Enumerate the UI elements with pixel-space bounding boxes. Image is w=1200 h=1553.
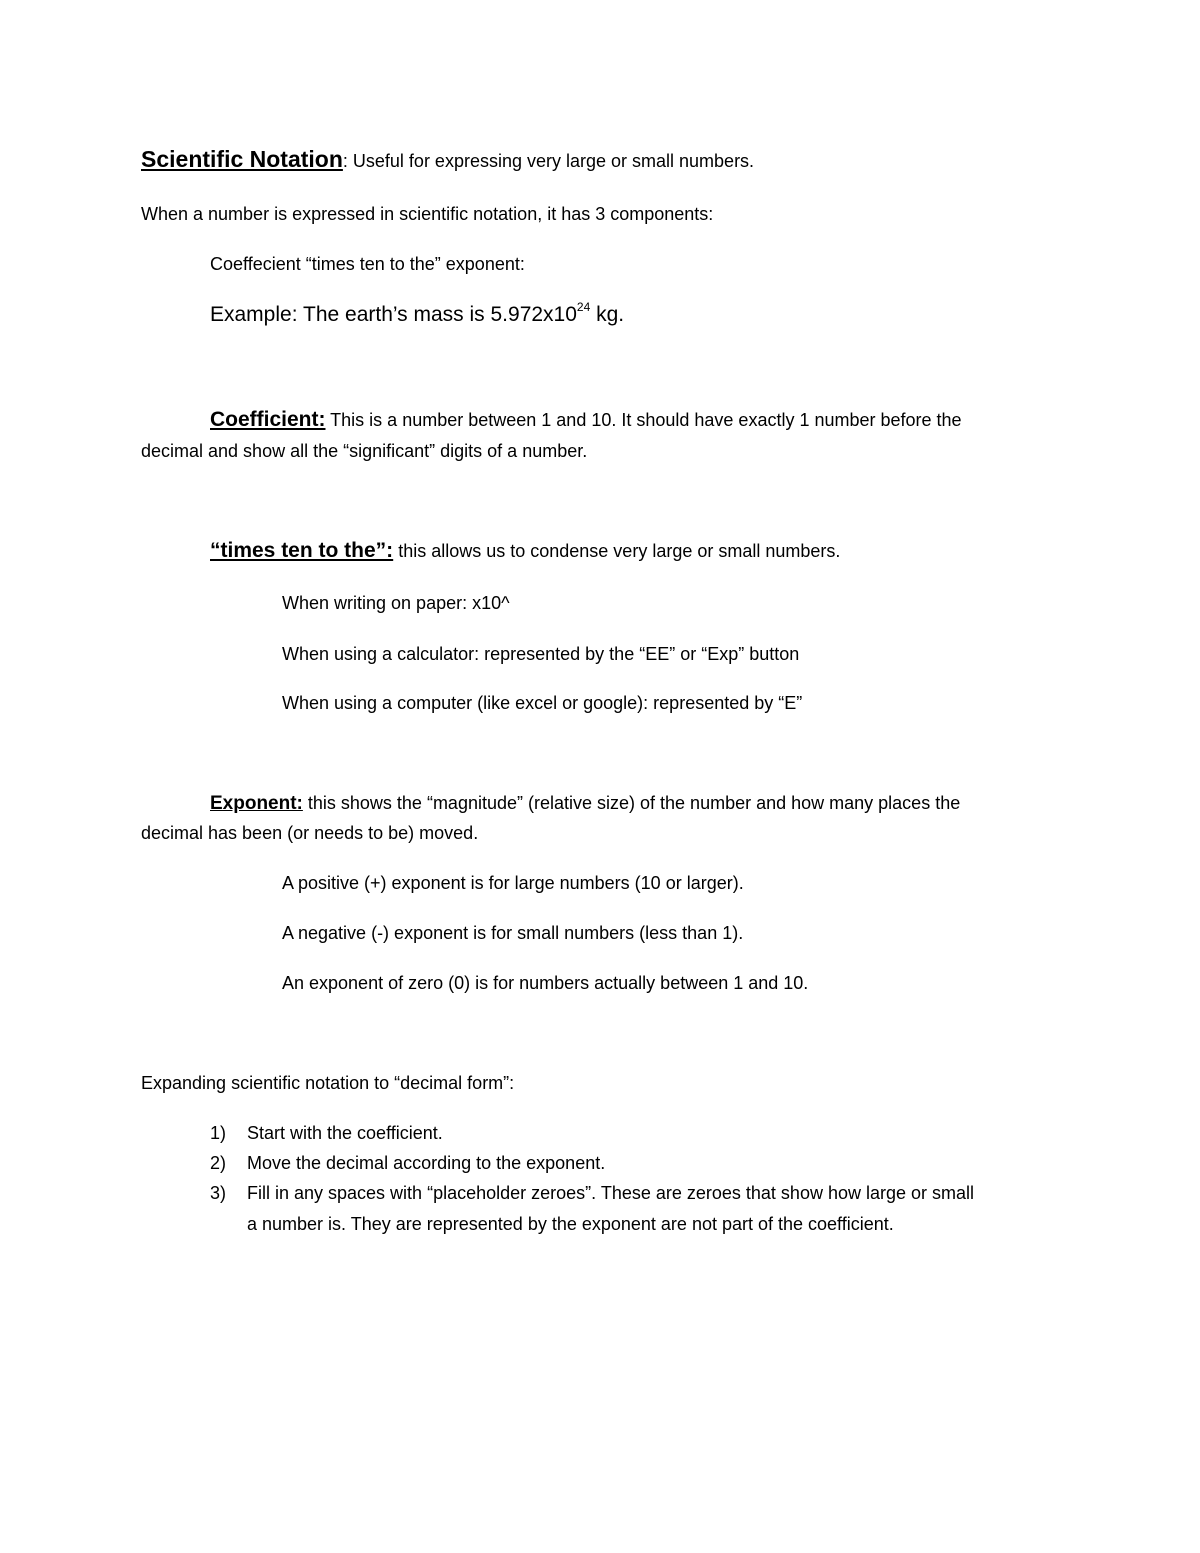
step-number: 3)	[210, 1183, 227, 1203]
exponent-line-1	[210, 792, 960, 815]
exponent-term: Exponent:	[210, 793, 303, 814]
coefficient-line-2: decimal and show all the “significant” digits of a number.	[141, 441, 588, 461]
coefficient-line-1	[210, 409, 962, 431]
coefficient-term: Coefficient:	[210, 408, 326, 431]
title-description: : Useful for expressing very large or small numbers.	[342, 151, 755, 171]
exponent-line-2: decimal has been (or needs to be) moved.	[141, 823, 479, 843]
step-number: 1)	[210, 1123, 227, 1143]
step-text-continued: a number is. They are represented by the exponent are not part of the coefficient.	[247, 1214, 894, 1234]
example-suffix: kg.	[590, 303, 625, 326]
exponent-item-negative: A negative (-) exponent is for small numbers (less than 1).	[282, 923, 744, 943]
step-text: Fill in any spaces with “placeholder zeroes”. These are zeroes that show how large or small	[247, 1183, 975, 1203]
times-ten-item-computer: When using a computer (like excel or google): represented by “E”	[282, 693, 803, 713]
times-ten-item-paper: When writing on paper: x10^	[282, 593, 510, 613]
format-line: Coeffecient “times ten to the” exponent:	[210, 254, 525, 274]
step-number: 2)	[210, 1153, 227, 1173]
example-exponent: 24	[576, 300, 591, 314]
step-text: Move the decimal according to the exponent.	[247, 1153, 606, 1173]
exponent-text-1: this shows the “magnitude” (relative size) of the number and how many places the	[302, 793, 961, 813]
coefficient-text-1: This is a number between 1 and 10. It should have exactly 1 number before the	[325, 410, 962, 430]
example-prefix: Example: The earth’s mass is 5.972x10	[210, 303, 577, 326]
page-title: Scientific Notation	[141, 146, 343, 172]
components-line: When a number is expressed in scientific notation, it has 3 components:	[141, 204, 714, 224]
example-line	[210, 302, 624, 328]
exponent-item-zero: An exponent of zero (0) is for numbers actually between 1 and 10.	[282, 973, 809, 993]
times-ten-line	[210, 540, 840, 562]
expanding-heading: Expanding scientific notation to “decimal form”:	[141, 1073, 515, 1093]
exponent-item-positive: A positive (+) exponent is for large numbers (10 or larger).	[282, 873, 744, 893]
title-line	[141, 148, 754, 172]
step-text: Start with the coefficient.	[247, 1123, 443, 1143]
times-ten-text: this allows us to condense very large or small numbers.	[393, 541, 841, 561]
times-ten-item-calculator: When using a calculator: represented by the “EE” or “Exp” button	[282, 644, 800, 664]
times-ten-term: “times ten to the”:	[210, 539, 394, 562]
